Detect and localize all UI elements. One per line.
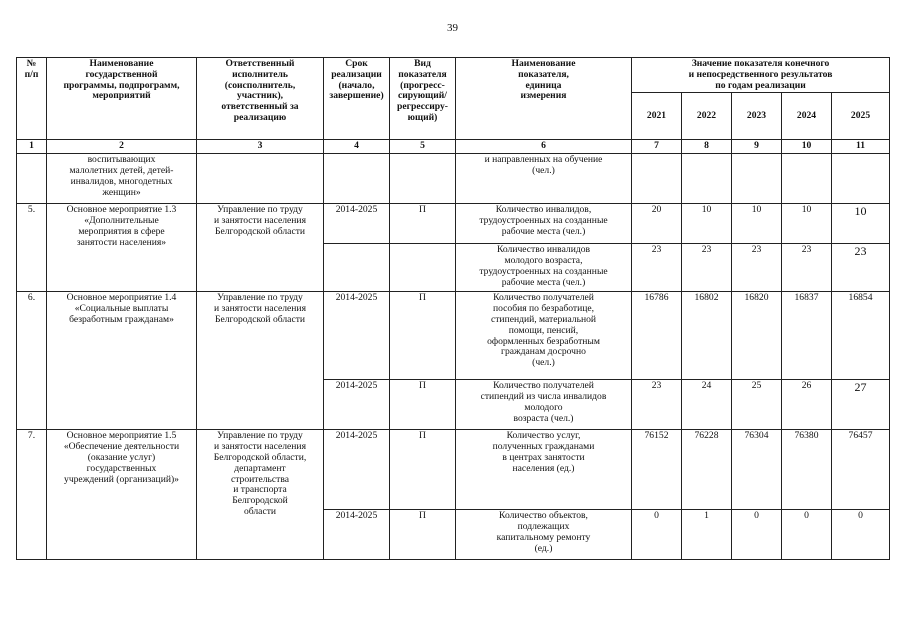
- row-executor: Управление по труду и занятости населения Белгородской области, департамент строительства и транспорта Белгородской области: [197, 430, 324, 560]
- header-year-2023: 2023: [732, 93, 782, 140]
- col-number: 4: [324, 140, 390, 154]
- value-2022: 24: [682, 380, 732, 430]
- col-number: 9: [732, 140, 782, 154]
- row-num: 6.: [17, 292, 47, 430]
- col-number: 3: [197, 140, 324, 154]
- page-number: 39: [447, 22, 458, 34]
- value-2023: 16820: [732, 292, 782, 380]
- row-name: Основное мероприятие 1.4 «Социальные выплаты безработным гражданам»: [47, 292, 197, 430]
- value-2021: 76152: [632, 430, 682, 510]
- indicator-period: 2014-2025: [324, 380, 390, 430]
- header-executor: Ответственный исполнитель (соисполнитель, участник), ответственный за реализацию: [197, 58, 324, 140]
- header-year-2024: 2024: [782, 93, 832, 140]
- value-2023: 25: [732, 380, 782, 430]
- header-values-group: Значение показателя конечного и непосредственного результатов по годам реализации: [632, 58, 890, 93]
- continuation-indicator: и направленных на обучение (чел.): [456, 154, 632, 204]
- indicator-period: 2014-2025: [324, 430, 390, 510]
- value-2024: 16837: [782, 292, 832, 380]
- value-2025: 23: [832, 244, 890, 292]
- value-2022: 23: [682, 244, 732, 292]
- col-number: 10: [782, 140, 832, 154]
- header-period: Срок реализации (начало, завершение): [324, 58, 390, 140]
- table-row: [17, 154, 890, 204]
- header-year-2025: 2025: [832, 93, 890, 140]
- col-number: 8: [682, 140, 732, 154]
- col-number: 1: [17, 140, 47, 154]
- header-indicator: Наименование показателя, единица измерения: [456, 58, 632, 140]
- value-2025: 10: [832, 204, 890, 244]
- value-2021: 23: [632, 380, 682, 430]
- value-2022: 76228: [682, 430, 732, 510]
- indicator-period: 2014-2025: [324, 292, 390, 380]
- row-executor: Управление по труду и занятости населения Белгородской области: [197, 204, 324, 292]
- value-2022: 16802: [682, 292, 732, 380]
- indicator-period: [324, 244, 390, 292]
- row-num: 7.: [17, 430, 47, 560]
- table-row: [17, 292, 890, 380]
- col-number: 2: [47, 140, 197, 154]
- value-2021: 20: [632, 204, 682, 244]
- col-number: 11: [832, 140, 890, 154]
- value-2024: 10: [782, 204, 832, 244]
- header-name: Наименование государственной программы, подпрограмм, мероприятий: [47, 58, 197, 140]
- indicator-type: П: [390, 204, 456, 244]
- col-number: 6: [456, 140, 632, 154]
- value-2025: 0: [832, 510, 890, 560]
- indicator-name: Количество инвалидов молодого возраста, трудоустроенных на созданные рабочие места (чел.): [456, 244, 632, 292]
- row-executor: Управление по труду и занятости населения Белгородской области: [197, 292, 324, 430]
- indicator-period: 2014-2025: [324, 204, 390, 244]
- header-type: Вид показателя (прогресс- сирующий/ регрессиру- ющий): [390, 58, 456, 140]
- header-year-2022: 2022: [682, 93, 732, 140]
- value-2023: 23: [732, 244, 782, 292]
- value-2025: 27: [832, 380, 890, 430]
- value-2025: 76457: [832, 430, 890, 510]
- indicator-name: Количество объектов, подлежащих капитальному ремонту (ед.): [456, 510, 632, 560]
- row-name: Основное мероприятие 1.5 «Обеспечение деятельности (оказание услуг) государственных учреждений (организаций)»: [47, 430, 197, 560]
- header-num: № п/п: [17, 58, 47, 140]
- table-row: [17, 204, 890, 244]
- indicator-type: [390, 244, 456, 292]
- indicator-period: 2014-2025: [324, 510, 390, 560]
- indicator-name: Количество получателей пособия по безработице, стипендий, материальной помощи, пенсий, оформленных безработным гражданам досрочно (чел.): [456, 292, 632, 380]
- value-2023: 76304: [732, 430, 782, 510]
- indicator-type: П: [390, 430, 456, 510]
- value-2025: 16854: [832, 292, 890, 380]
- indicator-name: Количество услуг, полученных гражданами в центрах занятости населения (ед.): [456, 430, 632, 510]
- indicator-name: Количество получателей стипендий из числа инвалидов молодого возраста (чел.): [456, 380, 632, 430]
- row-num: 5.: [17, 204, 47, 292]
- value-2024: 26: [782, 380, 832, 430]
- value-2021: 23: [632, 244, 682, 292]
- value-2024: 76380: [782, 430, 832, 510]
- value-2024: 0: [782, 510, 832, 560]
- header-year-2021: 2021: [632, 93, 682, 140]
- row-name: Основное мероприятие 1.3 «Дополнительные мероприятия в сфере занятости населения»: [47, 204, 197, 292]
- column-numbers-row: [17, 140, 890, 154]
- value-2022: 10: [682, 204, 732, 244]
- value-2023: 0: [732, 510, 782, 560]
- value-2023: 10: [732, 204, 782, 244]
- indicator-type: П: [390, 292, 456, 380]
- indicators-table: [16, 57, 890, 560]
- value-2021: 16786: [632, 292, 682, 380]
- value-2021: 0: [632, 510, 682, 560]
- indicator-type: П: [390, 510, 456, 560]
- continuation-name: воспитывающих малолетних детей, детей- инвалидов, многодетных женщин»: [47, 154, 197, 204]
- value-2022: 1: [682, 510, 732, 560]
- indicator-name: Количество инвалидов, трудоустроенных на созданные рабочие места (чел.): [456, 204, 632, 244]
- indicator-type: П: [390, 380, 456, 430]
- table-row: [17, 430, 890, 510]
- value-2024: 23: [782, 244, 832, 292]
- col-number: 7: [632, 140, 682, 154]
- col-number: 5: [390, 140, 456, 154]
